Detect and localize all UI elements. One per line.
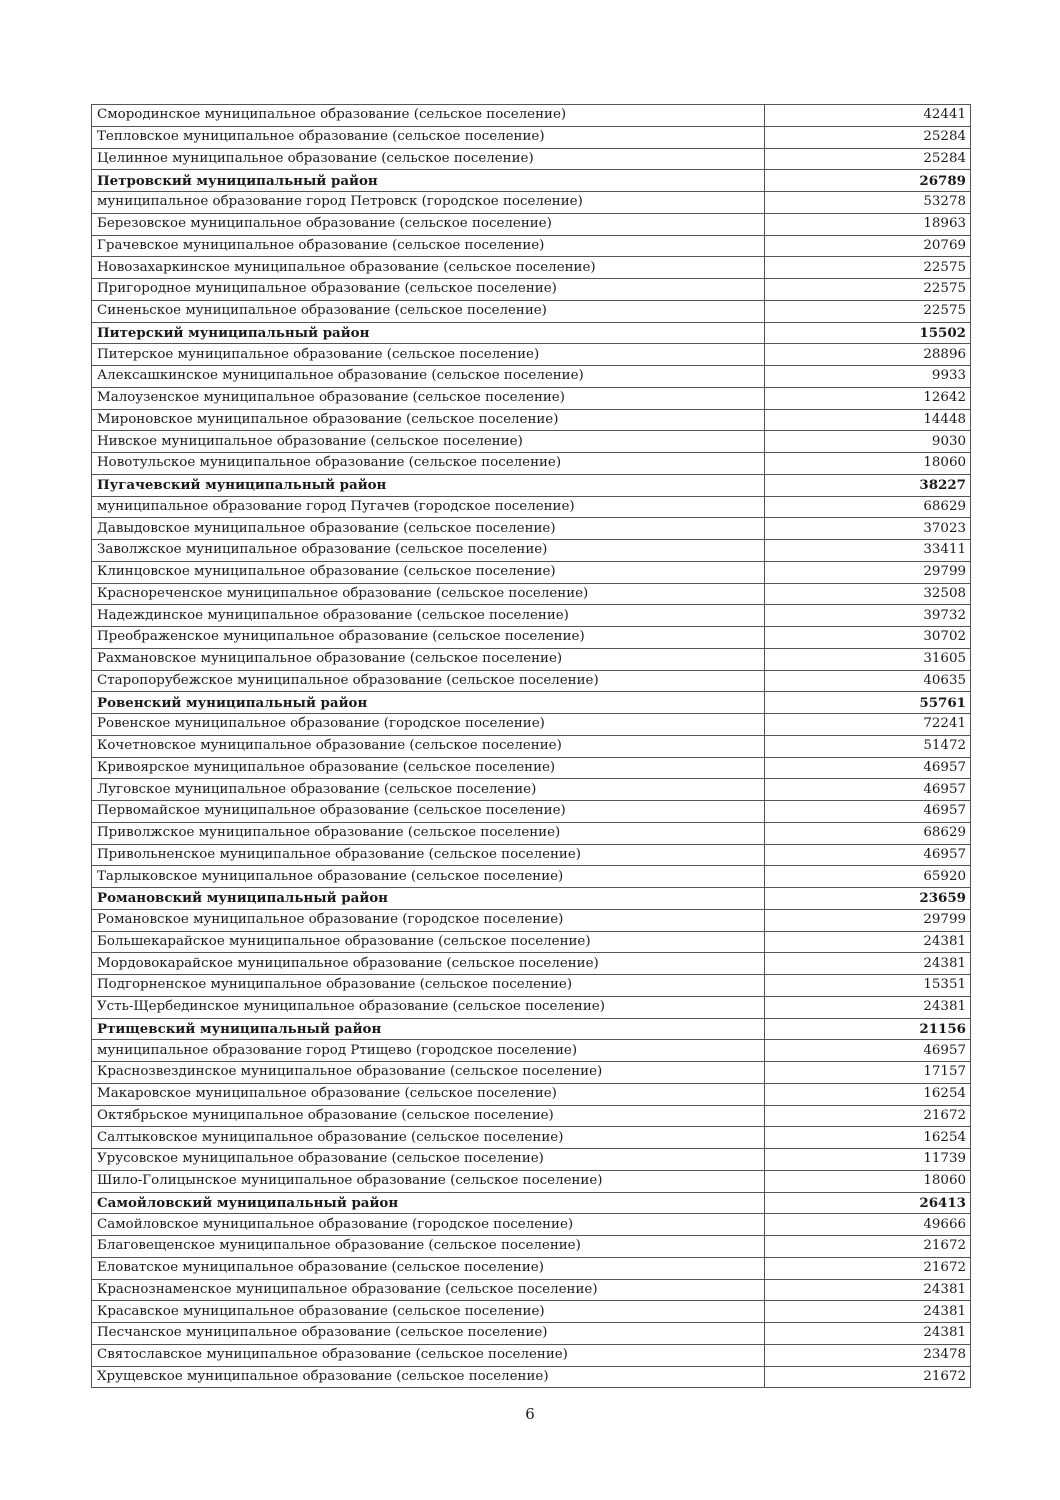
- table-row: [92, 257, 971, 279]
- table-row: [92, 1149, 971, 1171]
- municipality-name-cell: Целинное муниципальное образование (сельское поселение): [92, 148, 765, 170]
- municipality-name-cell: Тарлыковское муниципальное образование (сельское поселение): [92, 866, 765, 888]
- value-cell: 68629: [764, 496, 970, 518]
- table-row: [92, 648, 971, 670]
- value-cell: 39732: [764, 605, 970, 627]
- table-row: [92, 279, 971, 301]
- municipality-name-cell: Пугачевский муниципальный район: [92, 474, 765, 496]
- municipality-name-cell: Еловатское муниципальное образование (сельское поселение): [92, 1257, 765, 1279]
- municipality-name-cell: Малоузенское муниципальное образование (сельское поселение): [92, 387, 765, 409]
- table-row: [92, 909, 971, 931]
- table-row: [92, 540, 971, 562]
- table-row: [92, 1170, 971, 1192]
- value-cell: 21156: [764, 1018, 970, 1040]
- value-cell: 14448: [764, 409, 970, 431]
- value-cell: 9933: [764, 366, 970, 388]
- page-number: 6: [525, 1405, 535, 1423]
- municipality-name-cell: Алексашкинское муниципальное образование (сельское поселение): [92, 366, 765, 388]
- municipality-name-cell: Подгорненское муниципальное образование (сельское поселение): [92, 975, 765, 997]
- table-row: [92, 1040, 971, 1062]
- municipality-name-cell: Красавское муниципальное образование (сельское поселение): [92, 1301, 765, 1323]
- district-header-row: [92, 474, 971, 496]
- value-cell: 24381: [764, 996, 970, 1018]
- value-cell: 17157: [764, 1062, 970, 1084]
- municipality-name-cell: Луговское муниципальное образование (сельское поселение): [92, 779, 765, 801]
- district-header-row: [92, 1018, 971, 1040]
- table-row: [92, 801, 971, 823]
- table-row: [92, 670, 971, 692]
- value-cell: 51472: [764, 735, 970, 757]
- municipality-table: [91, 104, 971, 1388]
- district-header-row: [92, 1192, 971, 1214]
- municipality-name-cell: Заволжское муниципальное образование (сельское поселение): [92, 540, 765, 562]
- municipality-name-cell: Питерское муниципальное образование (сельское поселение): [92, 344, 765, 366]
- value-cell: 11739: [764, 1149, 970, 1171]
- table-row: [92, 518, 971, 540]
- municipality-name-cell: Приволжское муниципальное образование (сельское поселение): [92, 822, 765, 844]
- municipality-name-cell: Пригородное муниципальное образование (сельское поселение): [92, 279, 765, 301]
- value-cell: 21672: [764, 1105, 970, 1127]
- value-cell: 40635: [764, 670, 970, 692]
- table-row: [92, 1344, 971, 1366]
- district-header-row: [92, 888, 971, 910]
- table-row: [92, 453, 971, 475]
- value-cell: 38227: [764, 474, 970, 496]
- table-row: [92, 300, 971, 322]
- value-cell: 21672: [764, 1236, 970, 1258]
- value-cell: 18963: [764, 213, 970, 235]
- table-row: [92, 1323, 971, 1345]
- municipality-name-cell: Давыдовское муниципальное образование (сельское поселение): [92, 518, 765, 540]
- table-row: [92, 1062, 971, 1084]
- value-cell: 24381: [764, 1323, 970, 1345]
- municipality-name-cell: Кривоярское муниципальное образование (сельское поселение): [92, 757, 765, 779]
- value-cell: 46957: [764, 801, 970, 823]
- municipality-name-cell: Романовское муниципальное образование (городское поселение): [92, 909, 765, 931]
- table-row: [92, 1236, 971, 1258]
- value-cell: 23659: [764, 888, 970, 910]
- municipality-name-cell: Питерский муниципальный район: [92, 322, 765, 344]
- municipality-name-cell: Рахмановское муниципальное образование (сельское поселение): [92, 648, 765, 670]
- table-row: [92, 1214, 971, 1236]
- municipality-name-cell: Усть-Щербединское муниципальное образование (сельское поселение): [92, 996, 765, 1018]
- value-cell: 55761: [764, 692, 970, 714]
- value-cell: 26789: [764, 170, 970, 192]
- table-row: [92, 344, 971, 366]
- municipality-name-cell: Хрущевское муниципальное образование (сельское поселение): [92, 1366, 765, 1388]
- district-header-row: [92, 170, 971, 192]
- table-row: [92, 627, 971, 649]
- table-row: [92, 148, 971, 170]
- table-row: [92, 561, 971, 583]
- municipality-name-cell: Надеждинское муниципальное образование (сельское поселение): [92, 605, 765, 627]
- value-cell: 22575: [764, 257, 970, 279]
- value-cell: 16254: [764, 1083, 970, 1105]
- value-cell: 65920: [764, 866, 970, 888]
- value-cell: 42441: [764, 105, 970, 127]
- table-row: [92, 126, 971, 148]
- table-row: [92, 105, 971, 127]
- municipality-name-cell: Тепловское муниципальное образование (сельское поселение): [92, 126, 765, 148]
- value-cell: 9030: [764, 431, 970, 453]
- table-row: [92, 235, 971, 257]
- value-cell: 24381: [764, 1279, 970, 1301]
- table-row: [92, 1083, 971, 1105]
- value-cell: 26413: [764, 1192, 970, 1214]
- municipality-name-cell: муниципальное образование город Пугачев (городское поселение): [92, 496, 765, 518]
- municipality-name-cell: Большекарайское муниципальное образование (сельское поселение): [92, 931, 765, 953]
- value-cell: 25284: [764, 126, 970, 148]
- table-row: [92, 496, 971, 518]
- value-cell: 24381: [764, 953, 970, 975]
- value-cell: 25284: [764, 148, 970, 170]
- municipality-name-cell: Смородинское муниципальное образование (сельское поселение): [92, 105, 765, 127]
- value-cell: 15502: [764, 322, 970, 344]
- value-cell: 46957: [764, 779, 970, 801]
- municipality-name-cell: Кочетновское муниципальное образование (сельское поселение): [92, 735, 765, 757]
- municipality-name-cell: Краснореченское муниципальное образование (сельское поселение): [92, 583, 765, 605]
- value-cell: 37023: [764, 518, 970, 540]
- municipality-name-cell: Преображенское муниципальное образование (сельское поселение): [92, 627, 765, 649]
- table-row: [92, 779, 971, 801]
- municipality-name-cell: Макаровское муниципальное образование (сельское поселение): [92, 1083, 765, 1105]
- district-header-row: [92, 692, 971, 714]
- municipality-name-cell: Первомайское муниципальное образование (сельское поселение): [92, 801, 765, 823]
- municipality-name-cell: Новозахаркинское муниципальное образование (сельское поселение): [92, 257, 765, 279]
- value-cell: 20769: [764, 235, 970, 257]
- municipality-name-cell: Краснозвездинское муниципальное образование (сельское поселение): [92, 1062, 765, 1084]
- value-cell: 21672: [764, 1257, 970, 1279]
- municipality-name-cell: Благовещенское муниципальное образование (сельское поселение): [92, 1236, 765, 1258]
- value-cell: 22575: [764, 279, 970, 301]
- municipality-name-cell: Ртищевский муниципальный район: [92, 1018, 765, 1040]
- value-cell: 22575: [764, 300, 970, 322]
- value-cell: 46957: [764, 844, 970, 866]
- table-row: [92, 1127, 971, 1149]
- district-header-row: [92, 322, 971, 344]
- municipality-name-cell: Урусовское муниципальное образование (сельское поселение): [92, 1149, 765, 1171]
- value-cell: 33411: [764, 540, 970, 562]
- municipality-name-cell: Березовское муниципальное образование (сельское поселение): [92, 213, 765, 235]
- municipality-name-cell: Ровенское муниципальное образование (городское поселение): [92, 714, 765, 736]
- value-cell: 16254: [764, 1127, 970, 1149]
- value-cell: 23478: [764, 1344, 970, 1366]
- municipality-name-cell: Салтыковское муниципальное образование (сельское поселение): [92, 1127, 765, 1149]
- municipality-name-cell: Шило-Голицынское муниципальное образование (сельское поселение): [92, 1170, 765, 1192]
- value-cell: 31605: [764, 648, 970, 670]
- value-cell: 12642: [764, 387, 970, 409]
- table-row: [92, 735, 971, 757]
- table-row: [92, 1257, 971, 1279]
- table-row: [92, 931, 971, 953]
- value-cell: 24381: [764, 931, 970, 953]
- value-cell: 68629: [764, 822, 970, 844]
- table-row: [92, 996, 971, 1018]
- table-row: [92, 387, 971, 409]
- table-row: [92, 366, 971, 388]
- table-row: [92, 583, 971, 605]
- municipality-name-cell: Святославское муниципальное образование (сельское поселение): [92, 1344, 765, 1366]
- value-cell: 15351: [764, 975, 970, 997]
- value-cell: 53278: [764, 192, 970, 214]
- municipality-name-cell: Старопорубежское муниципальное образование (сельское поселение): [92, 670, 765, 692]
- municipality-name-cell: Мордовокарайское муниципальное образование (сельское поселение): [92, 953, 765, 975]
- value-cell: 32508: [764, 583, 970, 605]
- table-row: [92, 213, 971, 235]
- municipality-name-cell: Петровский муниципальный район: [92, 170, 765, 192]
- value-cell: 21672: [764, 1366, 970, 1388]
- value-cell: 49666: [764, 1214, 970, 1236]
- municipality-name-cell: Нивское муниципальное образование (сельское поселение): [92, 431, 765, 453]
- value-cell: 30702: [764, 627, 970, 649]
- municipality-name-cell: Романовский муниципальный район: [92, 888, 765, 910]
- table-row: [92, 431, 971, 453]
- value-cell: 24381: [764, 1301, 970, 1323]
- table-row: [92, 1366, 971, 1388]
- municipality-name-cell: Грачевское муниципальное образование (сельское поселение): [92, 235, 765, 257]
- table-row: [92, 822, 971, 844]
- table-row: [92, 605, 971, 627]
- municipality-name-cell: муниципальное образование город Ртищево (городское поселение): [92, 1040, 765, 1062]
- table-row: [92, 1301, 971, 1323]
- table-row: [92, 1279, 971, 1301]
- municipality-name-cell: Самойловский муниципальный район: [92, 1192, 765, 1214]
- table-row: [92, 714, 971, 736]
- table-row: [92, 844, 971, 866]
- table-body: [92, 105, 971, 1388]
- table-row: [92, 1105, 971, 1127]
- municipality-name-cell: Песчанское муниципальное образование (сельское поселение): [92, 1323, 765, 1345]
- municipality-name-cell: Клинцовское муниципальное образование (сельское поселение): [92, 561, 765, 583]
- municipality-name-cell: муниципальное образование город Петровск (городское поселение): [92, 192, 765, 214]
- municipality-name-cell: Самойловское муниципальное образование (городское поселение): [92, 1214, 765, 1236]
- table-row: [92, 866, 971, 888]
- value-cell: 28896: [764, 344, 970, 366]
- value-cell: 46957: [764, 757, 970, 779]
- table-row: [92, 975, 971, 997]
- municipality-name-cell: Новотульское муниципальное образование (сельское поселение): [92, 453, 765, 475]
- municipality-name-cell: Мироновское муниципальное образование (сельское поселение): [92, 409, 765, 431]
- table-row: [92, 953, 971, 975]
- table-row: [92, 757, 971, 779]
- value-cell: 46957: [764, 1040, 970, 1062]
- value-cell: 29799: [764, 909, 970, 931]
- municipality-name-cell: Ровенский муниципальный район: [92, 692, 765, 714]
- municipality-name-cell: Октябрьское муниципальное образование (сельское поселение): [92, 1105, 765, 1127]
- value-cell: 18060: [764, 1170, 970, 1192]
- municipality-name-cell: Краснознаменское муниципальное образование (сельское поселение): [92, 1279, 765, 1301]
- table-row: [92, 192, 971, 214]
- value-cell: 29799: [764, 561, 970, 583]
- municipality-name-cell: Привольненское муниципальное образование (сельское поселение): [92, 844, 765, 866]
- value-cell: 18060: [764, 453, 970, 475]
- table-row: [92, 409, 971, 431]
- value-cell: 72241: [764, 714, 970, 736]
- municipality-name-cell: Синеньское муниципальное образование (сельское поселение): [92, 300, 765, 322]
